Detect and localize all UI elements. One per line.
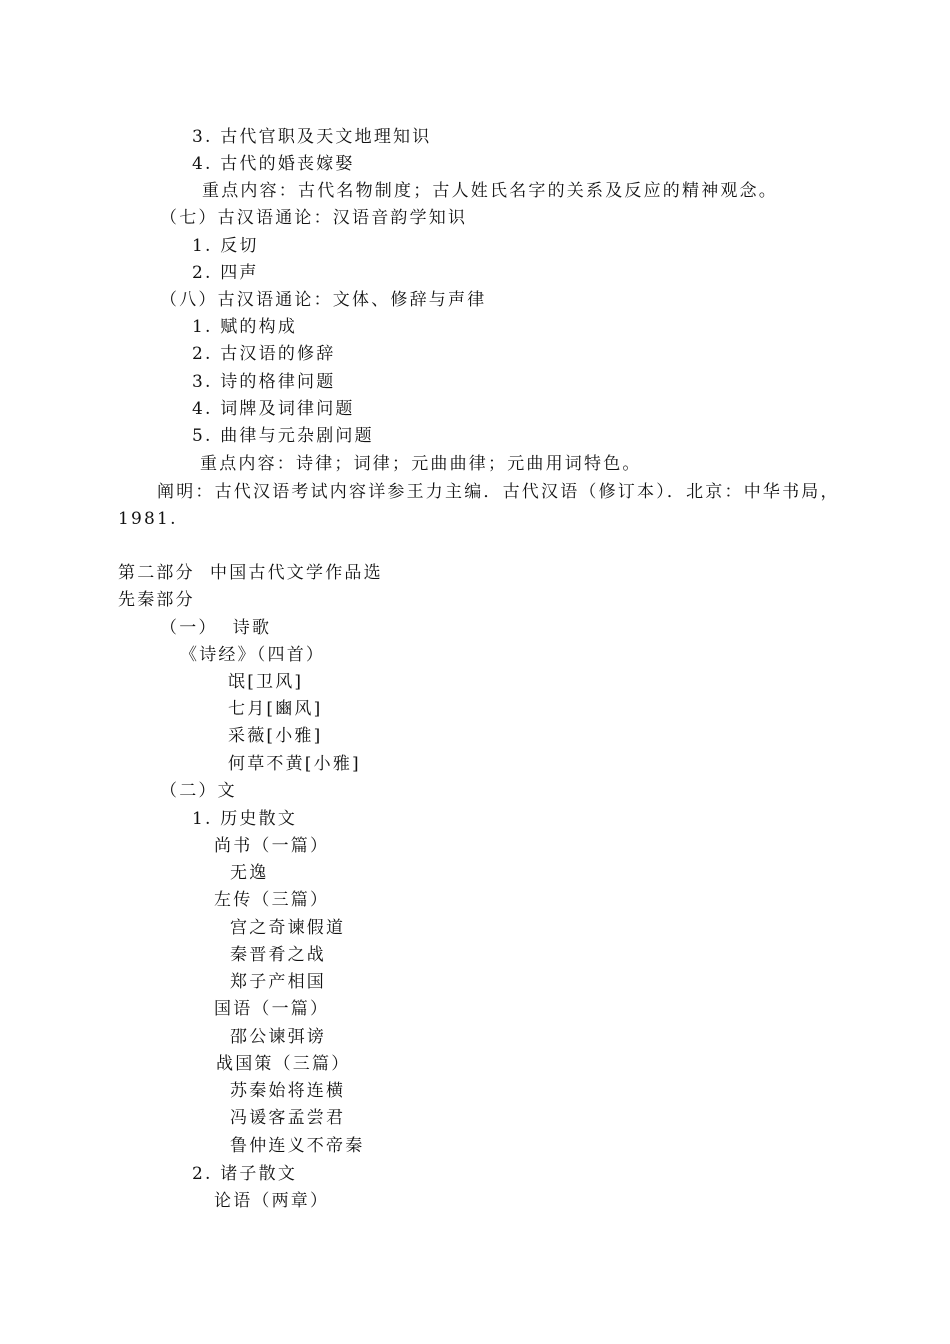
work-title: 苏秦始将连横: [230, 1081, 346, 1101]
list-item-4: 4. 词牌及词律问题: [192, 399, 355, 419]
key-content-note: 重点内容：诗律；词律；元曲曲律；元曲用词特色。: [200, 454, 642, 474]
list-item-1: 1. 反切: [192, 236, 259, 256]
subsection-heading-poetry: （一） 诗歌: [160, 618, 272, 638]
list-item-1: 1. 赋的构成: [192, 317, 298, 337]
work-title: 无逸: [230, 863, 269, 883]
work-heading: 尚书（一篇）: [214, 836, 330, 856]
work-heading: 《诗经》（四首）: [180, 645, 326, 665]
explanation-note: 阐明：古代汉语考试内容详参王力主编．古代汉语（修订本）．北京：中华书局，: [157, 482, 840, 502]
work-title: 七月[豳风]: [228, 699, 323, 719]
section-heading-8: （八）古汉语通论：文体、修辞与声律: [160, 290, 487, 310]
list-item-5: 5. 曲律与元杂剧问题: [192, 426, 374, 446]
explanation-note-year: 1981.: [118, 509, 178, 529]
work-title: 鲁仲连义不帝秦: [230, 1136, 365, 1156]
category-heading: 1. 历史散文: [192, 809, 298, 829]
work-title: 冯谖客孟尝君: [230, 1108, 346, 1128]
category-heading: 2. 诸子散文: [192, 1164, 298, 1184]
list-item-3: 3. 诗的格律问题: [192, 372, 336, 392]
work-heading: 论语（两章）: [214, 1191, 330, 1211]
work-title: 宫之奇谏假道: [230, 918, 346, 938]
list-item-2: 2. 四声: [192, 263, 259, 283]
work-heading: 左传（三篇）: [214, 890, 330, 910]
work-heading: 国语（一篇）: [214, 999, 330, 1019]
period-heading: 先秦部分: [118, 590, 195, 610]
key-content-note: 重点内容：古代名物制度；古人姓氏名字的关系及反应的精神观念。: [202, 181, 778, 201]
work-title: 郑子产相国: [230, 972, 326, 992]
work-title: 氓[卫风]: [228, 672, 304, 692]
section-heading-7: （七）古汉语通论：汉语音韵学知识: [160, 208, 468, 228]
work-title: 秦晋肴之战: [230, 945, 326, 965]
work-title: 采薇[小雅]: [228, 726, 323, 746]
list-item-3: 3. 古代官职及天文地理知识: [192, 127, 432, 147]
work-title: 邵公谏弭谤: [230, 1027, 326, 1047]
work-title: 何草不黄[小雅]: [228, 754, 361, 774]
subsection-heading-prose: （二）文: [160, 781, 237, 801]
part-heading: 第二部分 中国古代文学作品选: [118, 563, 383, 583]
work-heading: 战国策（三篇）: [216, 1054, 351, 1074]
list-item-2: 2. 古汉语的修辞: [192, 344, 336, 364]
list-item-4: 4. 古代的婚丧嫁娶: [192, 154, 355, 174]
